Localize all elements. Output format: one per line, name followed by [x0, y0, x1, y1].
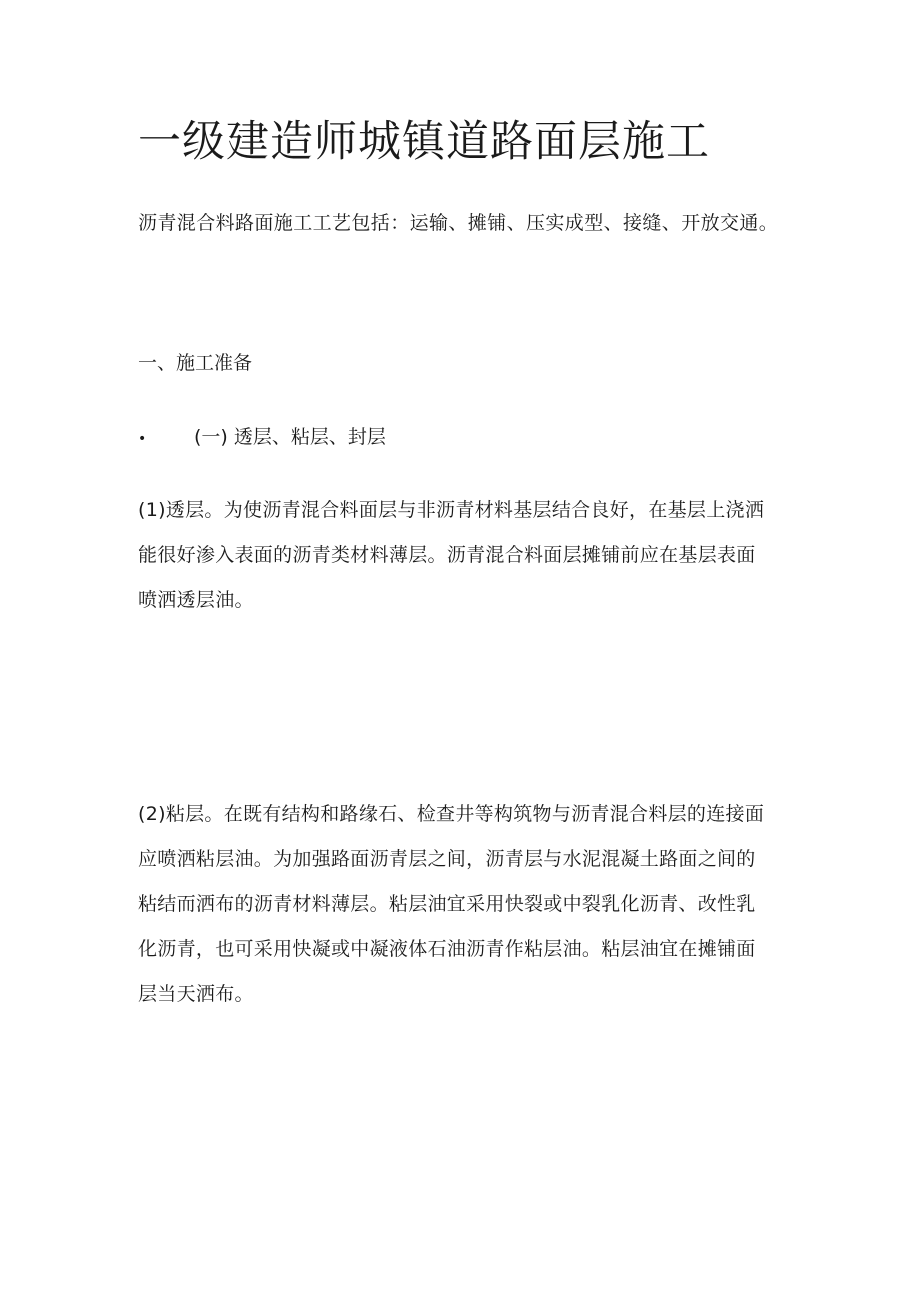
paragraph-tack-coat	[138, 792, 798, 1017]
paragraph-line: (2)粘层。在既有结构和路缘石、检查井等构筑物与沥青混合料层的连接面	[138, 803, 765, 825]
bullet-icon: •	[138, 431, 147, 447]
paragraph-line: 喷洒透层油。	[138, 589, 254, 611]
document-title: 一级建造师城镇道路面层施工	[138, 117, 710, 167]
paragraph-line: 粘结而洒布的沥青材料薄层。粘层油宜采用快裂或中裂乳化沥青、改性乳	[138, 893, 756, 915]
paragraph-prime-coat	[138, 488, 798, 623]
paragraph-line: 应喷洒粘层油。为加强路面沥青层之间，沥青层与水泥混凝土路面之间的	[138, 848, 756, 870]
subsection-heading-layers	[138, 422, 386, 454]
paragraph-line: 层当天洒布。	[138, 983, 254, 1005]
intro-paragraph: 沥青混合料路面施工工艺包括：运输、摊铺、压实成型、接缝、开放交通。	[138, 212, 779, 234]
paragraph-line: (1)透层。为使沥青混合料面层与非沥青材料基层结合良好，在基层上浇洒	[138, 499, 765, 521]
subsection-heading-text: (一) 透层、粘层、封层	[194, 426, 386, 448]
paragraph-line: 化沥青，也可采用快凝或中凝液体石油沥青作粘层油。粘层油宜在摊铺面	[138, 938, 756, 960]
paragraph-line: 能很好渗入表面的沥青类材料薄层。沥青混合料面层摊铺前应在基层表面	[138, 544, 756, 566]
section-heading-preparation: 一、施工准备	[138, 352, 253, 374]
